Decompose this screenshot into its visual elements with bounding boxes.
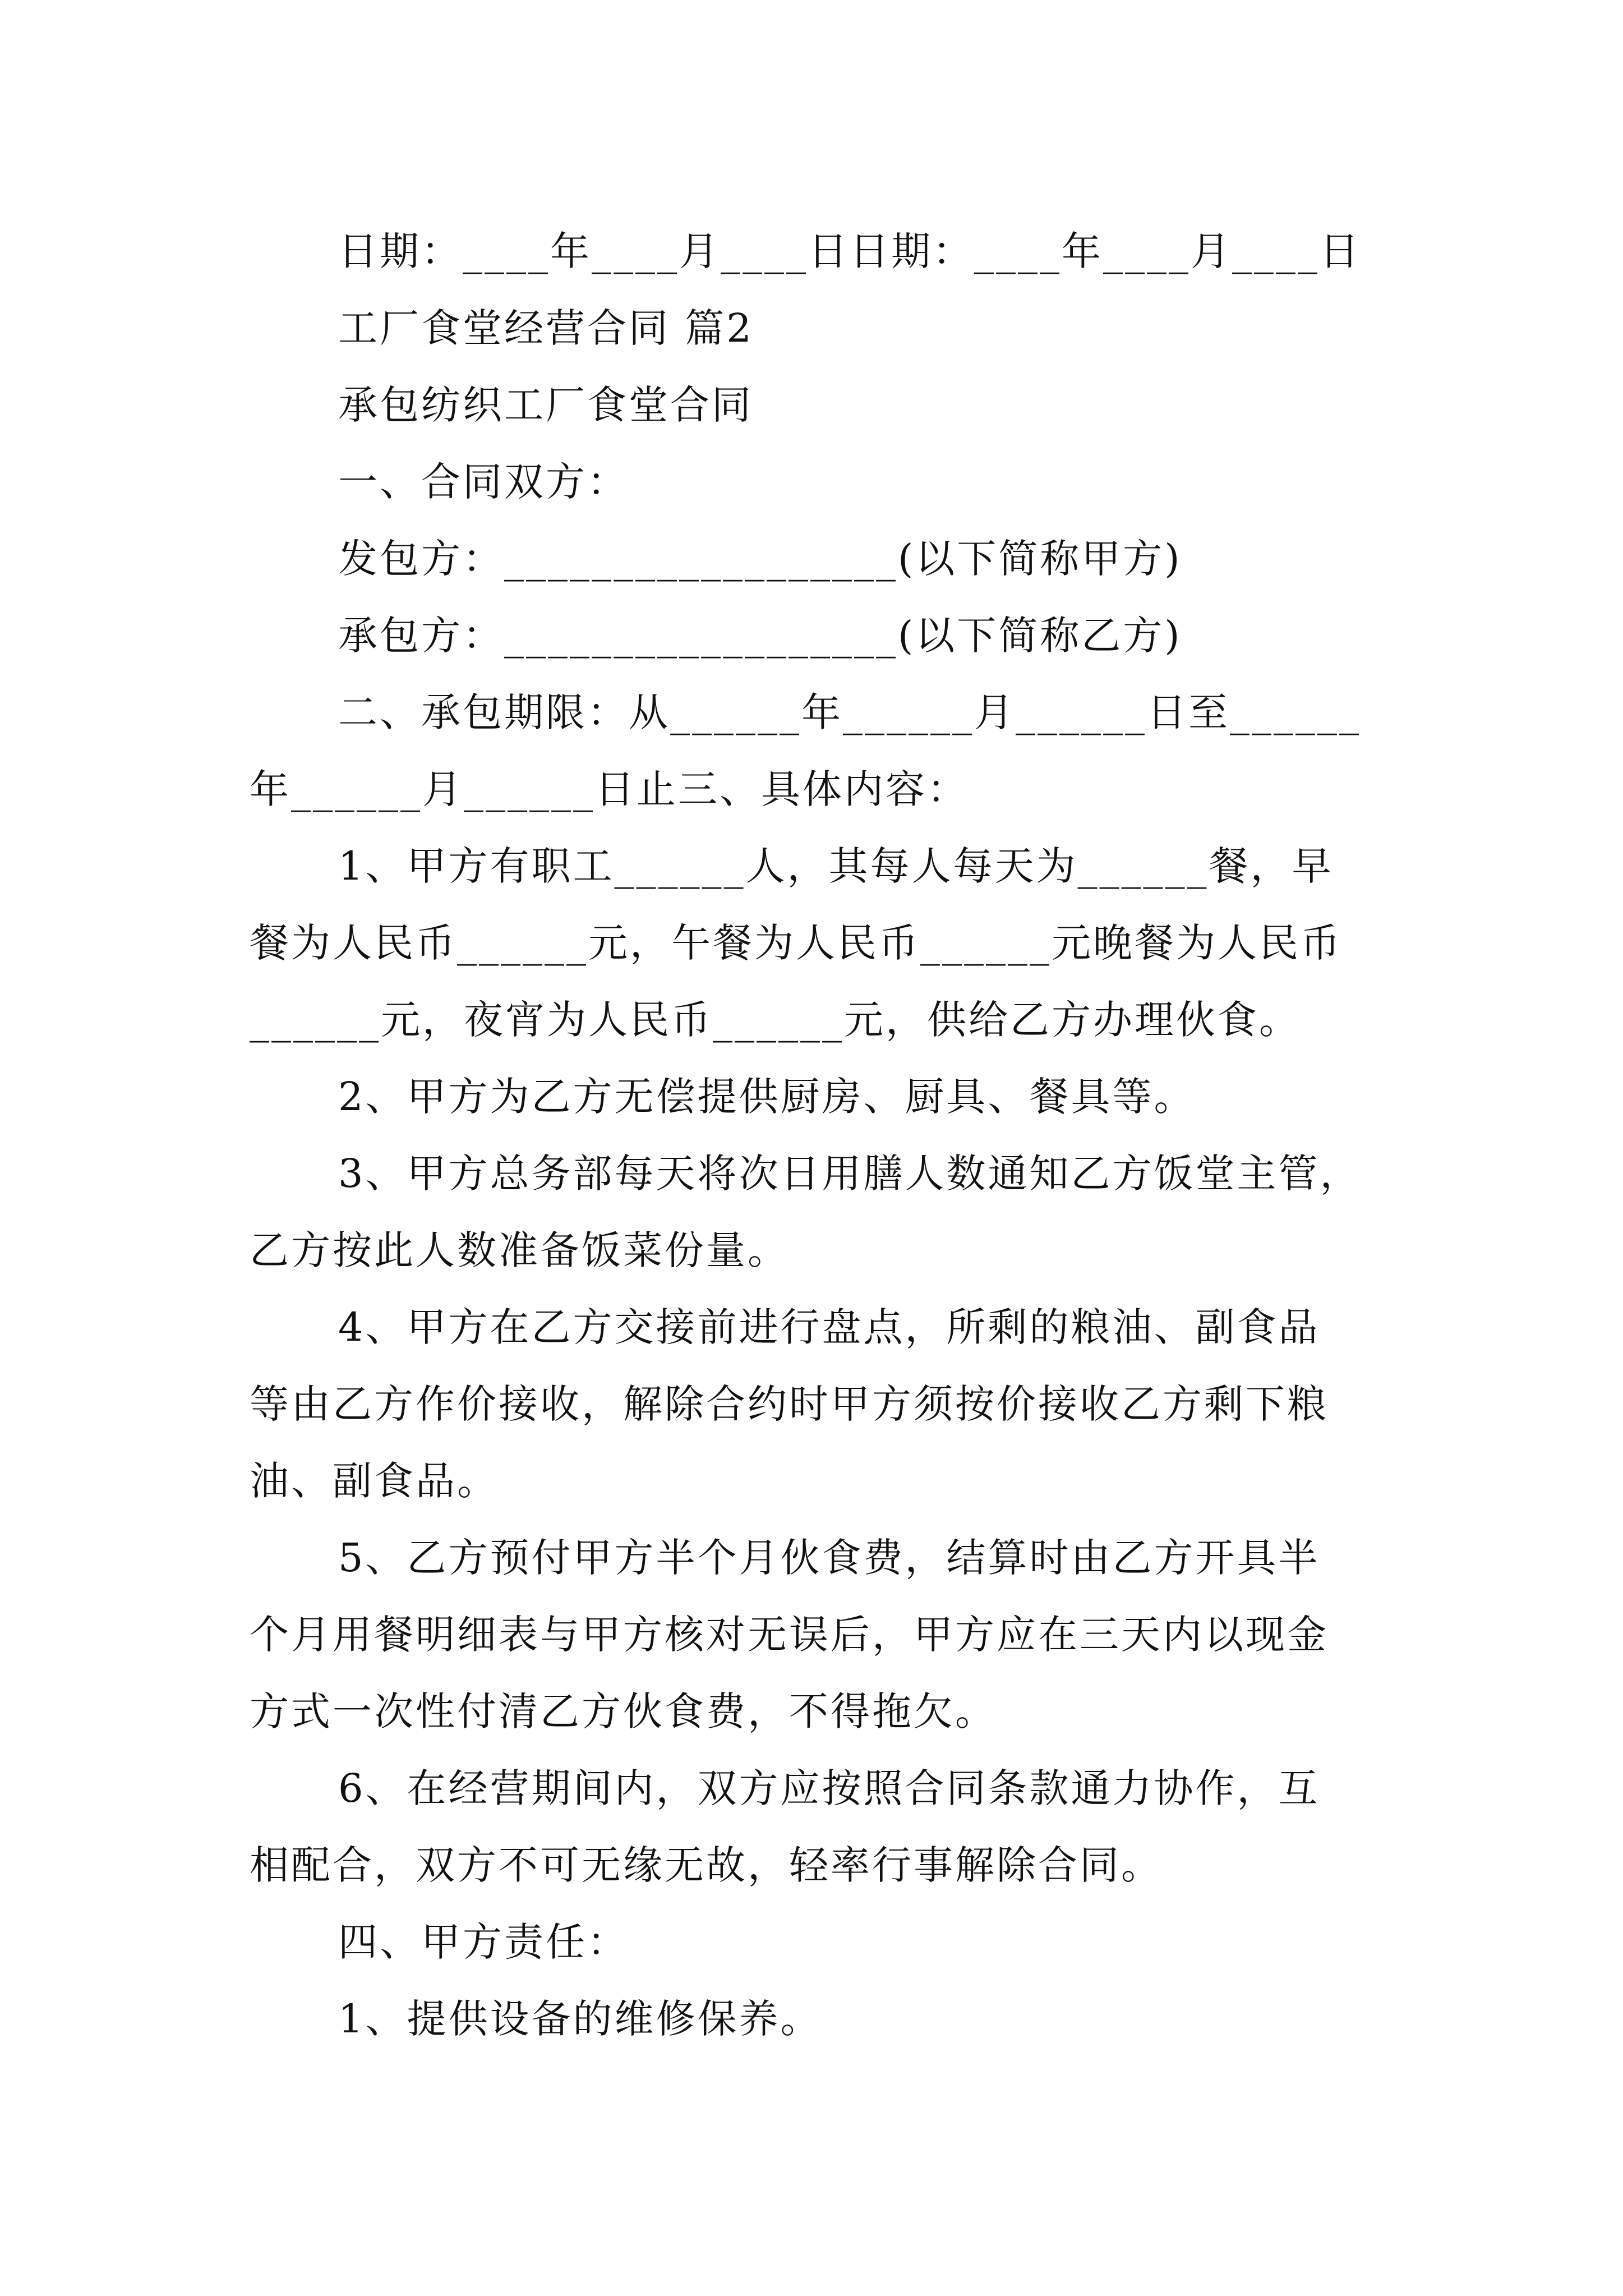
text-line: 6、在经营期间内，双方应按照合同条款通力协作，互 (338, 1765, 1320, 1811)
text-line: 1、提供设备的维修保养。 (338, 1996, 822, 2042)
text-line: 个月用餐明细表与甲方核对无误后，甲方应在三天内以现金 (250, 1612, 1329, 1658)
text-line: 乙方按此人数准备饭菜份量。 (250, 1227, 789, 1273)
text-line: 四、甲方责任： (338, 1919, 629, 1965)
contract-text (250, 213, 1394, 2058)
text-line: 方式一次性付清乙方伙食费，不得拖欠。 (250, 1688, 997, 1734)
text-line: 一、合同双方： (338, 459, 629, 505)
text-line: 发包方：__________________(以下简称甲方) (338, 536, 1182, 582)
text-line: 2、甲方为乙方无偿提供厨房、厨具、餐具等。 (338, 1074, 1196, 1120)
text-line: 承包方：__________________(以下简称乙方) (338, 613, 1182, 659)
text-line: 5、乙方预付甲方半个月伙食费，结算时由乙方开具半 (338, 1535, 1320, 1581)
text-line: 1、甲方有职工______人，其每人每天为______餐，早 (338, 843, 1334, 889)
text-line: 年______月______日止三、具体内容： (250, 766, 969, 812)
text-line: 等由乙方作价接收，解除合约时甲方须按价接收乙方剩下粮 (250, 1381, 1329, 1427)
text-line: 相配合，双方不可无缘无故，轻率行事解除合同。 (250, 1842, 1163, 1888)
text-line: 3、甲方总务部每天将次日用膳人数通知乙方饭堂主管， (338, 1151, 1362, 1197)
text-line: 餐为人民币______元，午餐为人民币______元晚餐为人民币 (250, 920, 1342, 966)
text-line: ______元，夜宵为人民币______元，供给乙方办理伙食。 (250, 997, 1301, 1043)
text-line: 4、甲方在乙方交接前进行盘点，所剩的粮油、副食品 (338, 1304, 1320, 1350)
contract-title: 承包纺织工厂食堂合同 (338, 382, 753, 428)
section-heading: 工厂食堂经营合同 篇2 (338, 305, 754, 351)
text-line: 油、副食品。 (250, 1458, 499, 1504)
text-line: 日期：____年____月____日日期：____年____月____日 (338, 228, 1361, 274)
text-line: 二、承包期限：从______年______月______日至______ (338, 689, 1361, 735)
